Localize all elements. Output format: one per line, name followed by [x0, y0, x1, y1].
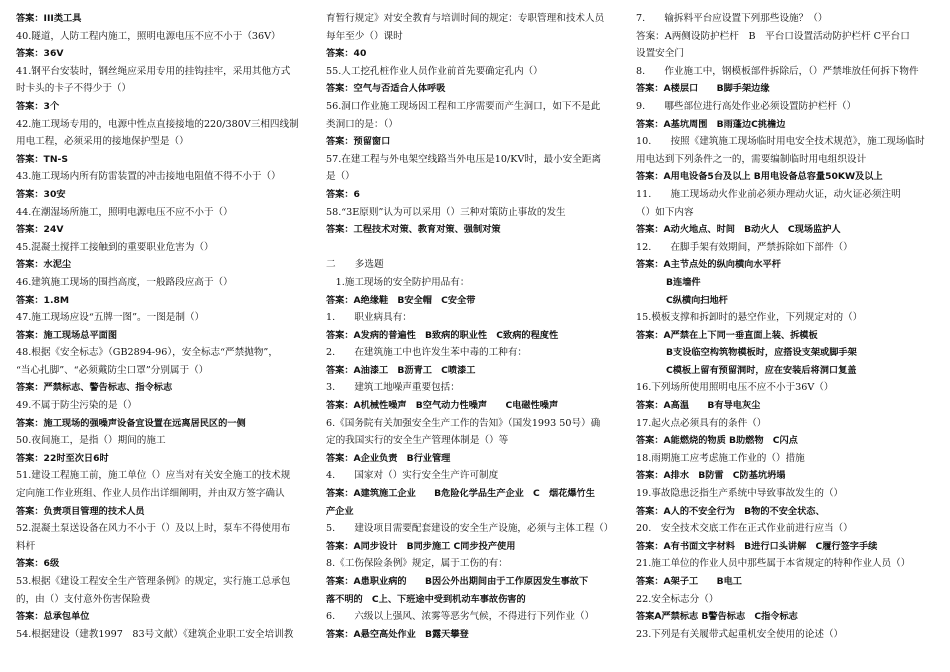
question-line: 时卡头的卡子不得少于（）: [16, 83, 132, 95]
question-line: “当心扎脚”、“必须戴防尘口罩”分别属于（）: [16, 364, 209, 376]
question-line: 22.安全标志分（）: [636, 593, 719, 605]
answer-line: 答案：A架子工 B电工: [636, 576, 742, 587]
question-line: 15.模板支撑和拆卸时的悬空作业，下列规定对的（）: [636, 312, 863, 324]
answer-line: 答案：A楼层口 B脚手架边缘: [636, 83, 770, 95]
question-line: 16.下列场所使用照明电压不应不小于36V（）: [636, 382, 834, 394]
question-line: 19.事故隐患泛指生产系统中导致事故发生的（）: [636, 488, 844, 500]
question-line: 47.施工现场应设“五牌一图”。一图是制（）: [16, 312, 205, 324]
question-line: 9. 哪些部位进行高处作业必须设置防护栏杆（）: [636, 100, 857, 112]
question-line: 答案：A两侧设防护栏杆 B 平台口设置活动防护栏杆 C平台口: [636, 30, 910, 42]
answer-line: 答案：24V: [16, 224, 64, 236]
answer-line: C模板上留有预留洞时，应在安装后将洞口复盖: [666, 364, 857, 376]
answer-line: 答案：1.8M: [16, 294, 69, 306]
question-line: 6.《国务院有关加强安全生产工作的告知》（国发1993 50号）确: [326, 417, 601, 429]
question-line: 42.施工现场专用的，电源中性点直接接地的220/380V三相四线制: [16, 118, 299, 130]
question-line: 41.钢平台安装时，钢丝绳应采用专用的挂钩挂牢，采用其他方式: [16, 65, 291, 77]
question-line: 4. 国家对（）实行安全生产许可制度: [326, 470, 499, 482]
question-line: 7. 输拆料平台应设置下列那些设施？（）: [636, 13, 828, 24]
question-line: 12. 在脚手架有效期间，严禁拆除如下部件（）: [636, 241, 853, 253]
answer-line: 答案：22时至次日6时: [16, 452, 109, 464]
blank-line: [326, 239, 624, 257]
answer-line: 答案：III类工具: [16, 13, 82, 24]
answer-line: 答案：40: [326, 48, 367, 60]
question-line: 40.隧道，人防工程内施工，照明电源电压不应不小于（36V）: [16, 30, 281, 42]
question-line: 的，由（）支付意外伤害保险费: [16, 593, 151, 605]
question-line: 3. 建筑工地噪声重要包括：: [326, 382, 460, 394]
answer-line: 答案：6级: [16, 558, 60, 570]
answer-line: 答案：A悬空高处作业 B露天攀登: [326, 628, 469, 640]
answer-line: 答案：工程技术对策、教育对策、强制对策: [326, 224, 501, 236]
answer-line: 答案：A基坑周围 B雨蓬边C挑檐边: [636, 118, 786, 130]
answer-line: 答案：A发病的普遍性 B致病的职业性 C致病的程度性: [326, 329, 559, 341]
column-right: [636, 10, 936, 643]
question-line: 用电工程，必须采用的接地保护型是（）: [16, 136, 189, 148]
question-line: 45.混凝土搅拌工接触到的重要职业危害为（）: [16, 241, 214, 253]
question-line: 23.下列是有关履带式起重机安全使用的论述（）: [636, 628, 844, 640]
question-line: 44.在潮湿场所施工，照明电源电压不应不小于（）: [16, 206, 233, 218]
question-line: 1.施工现场的安全防护用品有：: [326, 276, 470, 288]
answer-line: 答案：A油漆工 B沥青工 C喷漆工: [326, 364, 476, 376]
answer-line: 答案：A建筑施工企业 B危险化学品生产企业 C 烟花爆竹生: [326, 488, 595, 500]
question-line: 43.施工现场内所有防雷装置的冲击接地电阻值不得不小于（）: [16, 171, 281, 183]
question-line: 17.起火点必须具有的条件（）: [636, 417, 767, 429]
answer-line: 答案：施工现场总平面图: [16, 329, 118, 341]
question-line: 10. 按照《建筑施工现场临时用电安全技术规范》，施工现场临时: [636, 136, 925, 148]
question-line: 定向施工作业班组、作业人员作出详细阐明，并由双方签字确认: [16, 488, 285, 500]
answer-line: 答案：负责项目管理的技术人员: [16, 505, 145, 517]
question-line: 2. 在建筑施工中也许发生苯中毒的工种有：: [326, 347, 528, 359]
question-line: 56.洞口作业施工现场因工程和工序需要而产生洞口，如下不是此: [326, 100, 601, 112]
question-line: 11. 施工现场动火作业前必须办理动火证，动火证必须注明: [636, 188, 901, 200]
answer-line: 答案：A排水 B防雷 C防基坑坍塌: [636, 470, 786, 482]
question-line: 类洞口的是：（）: [326, 118, 398, 130]
answer-line: 产企业: [326, 505, 354, 517]
answer-line: 答案：A绝缘鞋 B安全帽 C安全带: [326, 294, 476, 306]
question-line: 每年至少（）课时: [326, 30, 403, 42]
question-line: 50.夜间施工，是指（）期间的施工: [16, 435, 166, 447]
question-line: 8.《工伤保险条例》规定，属于工伤的有：: [326, 558, 508, 570]
question-line: 定的我国实行的安全生产管理体制是（）等: [326, 435, 509, 447]
question-line: 6. 六级以上强风、浓雾等恶劣气候，不得进行下列作业（）: [326, 611, 595, 623]
answer-line: 答案：A企业负责 B行业管理: [326, 452, 451, 464]
question-line: 53.根据《建设工程安全生产管理条例》的规定，实行施工总承包: [16, 576, 291, 587]
answer-line: B连墙件: [666, 276, 701, 288]
question-line: 58.“3E原则”认为可以采用（）三种对策防止事故的发生: [326, 206, 566, 218]
question-line: 52.混凝土泵送设备在风力不小于（）及以上时，泵车不得使用布: [16, 523, 291, 535]
question-line: 5. 建设项目需要配套建设的安全生产设施，必须与主体工程（）: [326, 523, 614, 535]
column-middle: [326, 10, 624, 643]
answer-line: 答案A严禁标志 B警告标志 C指令标志: [636, 611, 798, 623]
answer-line: 答案：严禁标志、警告标志、指令标志: [16, 382, 173, 394]
column-left: [16, 10, 316, 643]
answer-line: C纵横向扫地杆: [666, 294, 728, 306]
answer-line: 答案：A动火地点、时间 B动火人 C现场监护人: [636, 224, 841, 236]
answer-line: 答案：A严禁在上下同一垂直面上装、拆模板: [636, 329, 818, 341]
answer-line: 答案：A高温 B有导电灰尘: [636, 400, 761, 412]
answer-line: 答案：A机械性噪声 B空气动力性噪声 C电磁性噪声: [326, 400, 559, 412]
answer-line: 答案：3个: [16, 100, 60, 112]
answer-line: 落不明的 C上、下班途中受到机动车事故伤害的: [326, 593, 526, 605]
question-line: 55.人工挖孔桩作业人员作业前首先要确定孔内（）: [326, 65, 543, 77]
answer-line: 答案：TN-S: [16, 153, 68, 165]
answer-line: 答案：A用电设备5台及以上 B用电设备总容量50KW及以上: [636, 171, 883, 183]
question-line: 用电达到下列条件之一的，需要编制临时用电组织设计: [636, 153, 867, 165]
question-line: 设置安全门: [636, 48, 684, 60]
question-line: 20. 安全技术交底工作在正式作业前进行应当（）: [636, 523, 853, 535]
question-line: 是（）: [326, 171, 355, 183]
answer-line: 答案：A同步设计 B同步施工 C同步投产使用: [326, 540, 516, 552]
question-line: 48.根据《安全标志》（GB2894-96），安全标志“严禁抛物”，: [16, 347, 278, 359]
answer-line: 答案：A能燃烧的物质 B助燃物 C闪点: [636, 435, 798, 447]
answer-line: 答案：总承包单位: [16, 611, 90, 623]
answer-line: 答案：6: [326, 188, 360, 200]
answer-line: 答案：水泥尘: [16, 259, 72, 271]
answer-line: 答案：施工现场的强噪声设备宜设置在远离居民区的一侧: [16, 417, 246, 429]
answer-line: 答案：预留窗口: [326, 136, 391, 148]
question-line: 料杆: [16, 540, 36, 552]
question-line: 46.建筑施工现场的围挡高度，一般路段应高于（）: [16, 276, 233, 288]
section-heading: 二 多选题: [326, 259, 384, 271]
question-line: 51.建设工程施工前，施工单位（）应当对有关安全施工的技术规: [16, 470, 291, 482]
question-line: 57.在建工程与外电架空线路当外电压是10/KV时，最小安全距离: [326, 153, 602, 165]
answer-line: 答案：A主节点处的纵向横向水平杆: [636, 259, 781, 271]
question-line: 育暂行规定》对安全教育与培训时间的规定：专职管理和技术人员: [326, 13, 605, 24]
question-line: 21.施工单位的作业人员中那些属于本省规定的特种作业人员（）: [636, 558, 911, 570]
question-line: 1. 职业病具有：: [326, 312, 412, 324]
answer-line: 答案：36V: [16, 48, 64, 60]
question-line: 18.雨期施工应考虑施工作业的（）措施: [636, 452, 805, 464]
answer-line: 答案：A患职业病的 B因公外出期间由于工作原因发生事故下: [326, 576, 589, 587]
answer-line: 答案：A人的不安全行为 B物的不安全状态、: [636, 505, 825, 517]
question-line: 54.根据建设（建教1997 83号文献）《建筑企业职工安全培训教: [16, 628, 294, 640]
answer-line: 答案：30安: [16, 188, 66, 200]
question-line: （）如下内容: [636, 206, 694, 218]
answer-line: 答案：空气与否适合人体呼吸: [326, 83, 446, 95]
answer-line: 答案：A有书面文字材料 B进行口头讲解 C履行签字手续: [636, 540, 878, 552]
question-line: 49.不属于防尘污染的是（）: [16, 400, 137, 412]
question-line: 8. 作业施工中，钢模板部件拆除后，（）严禁堆放任何拆下物件: [636, 65, 919, 77]
answer-line: B支设临空构筑物模板时，应搭设支架或脚手架: [666, 347, 857, 359]
